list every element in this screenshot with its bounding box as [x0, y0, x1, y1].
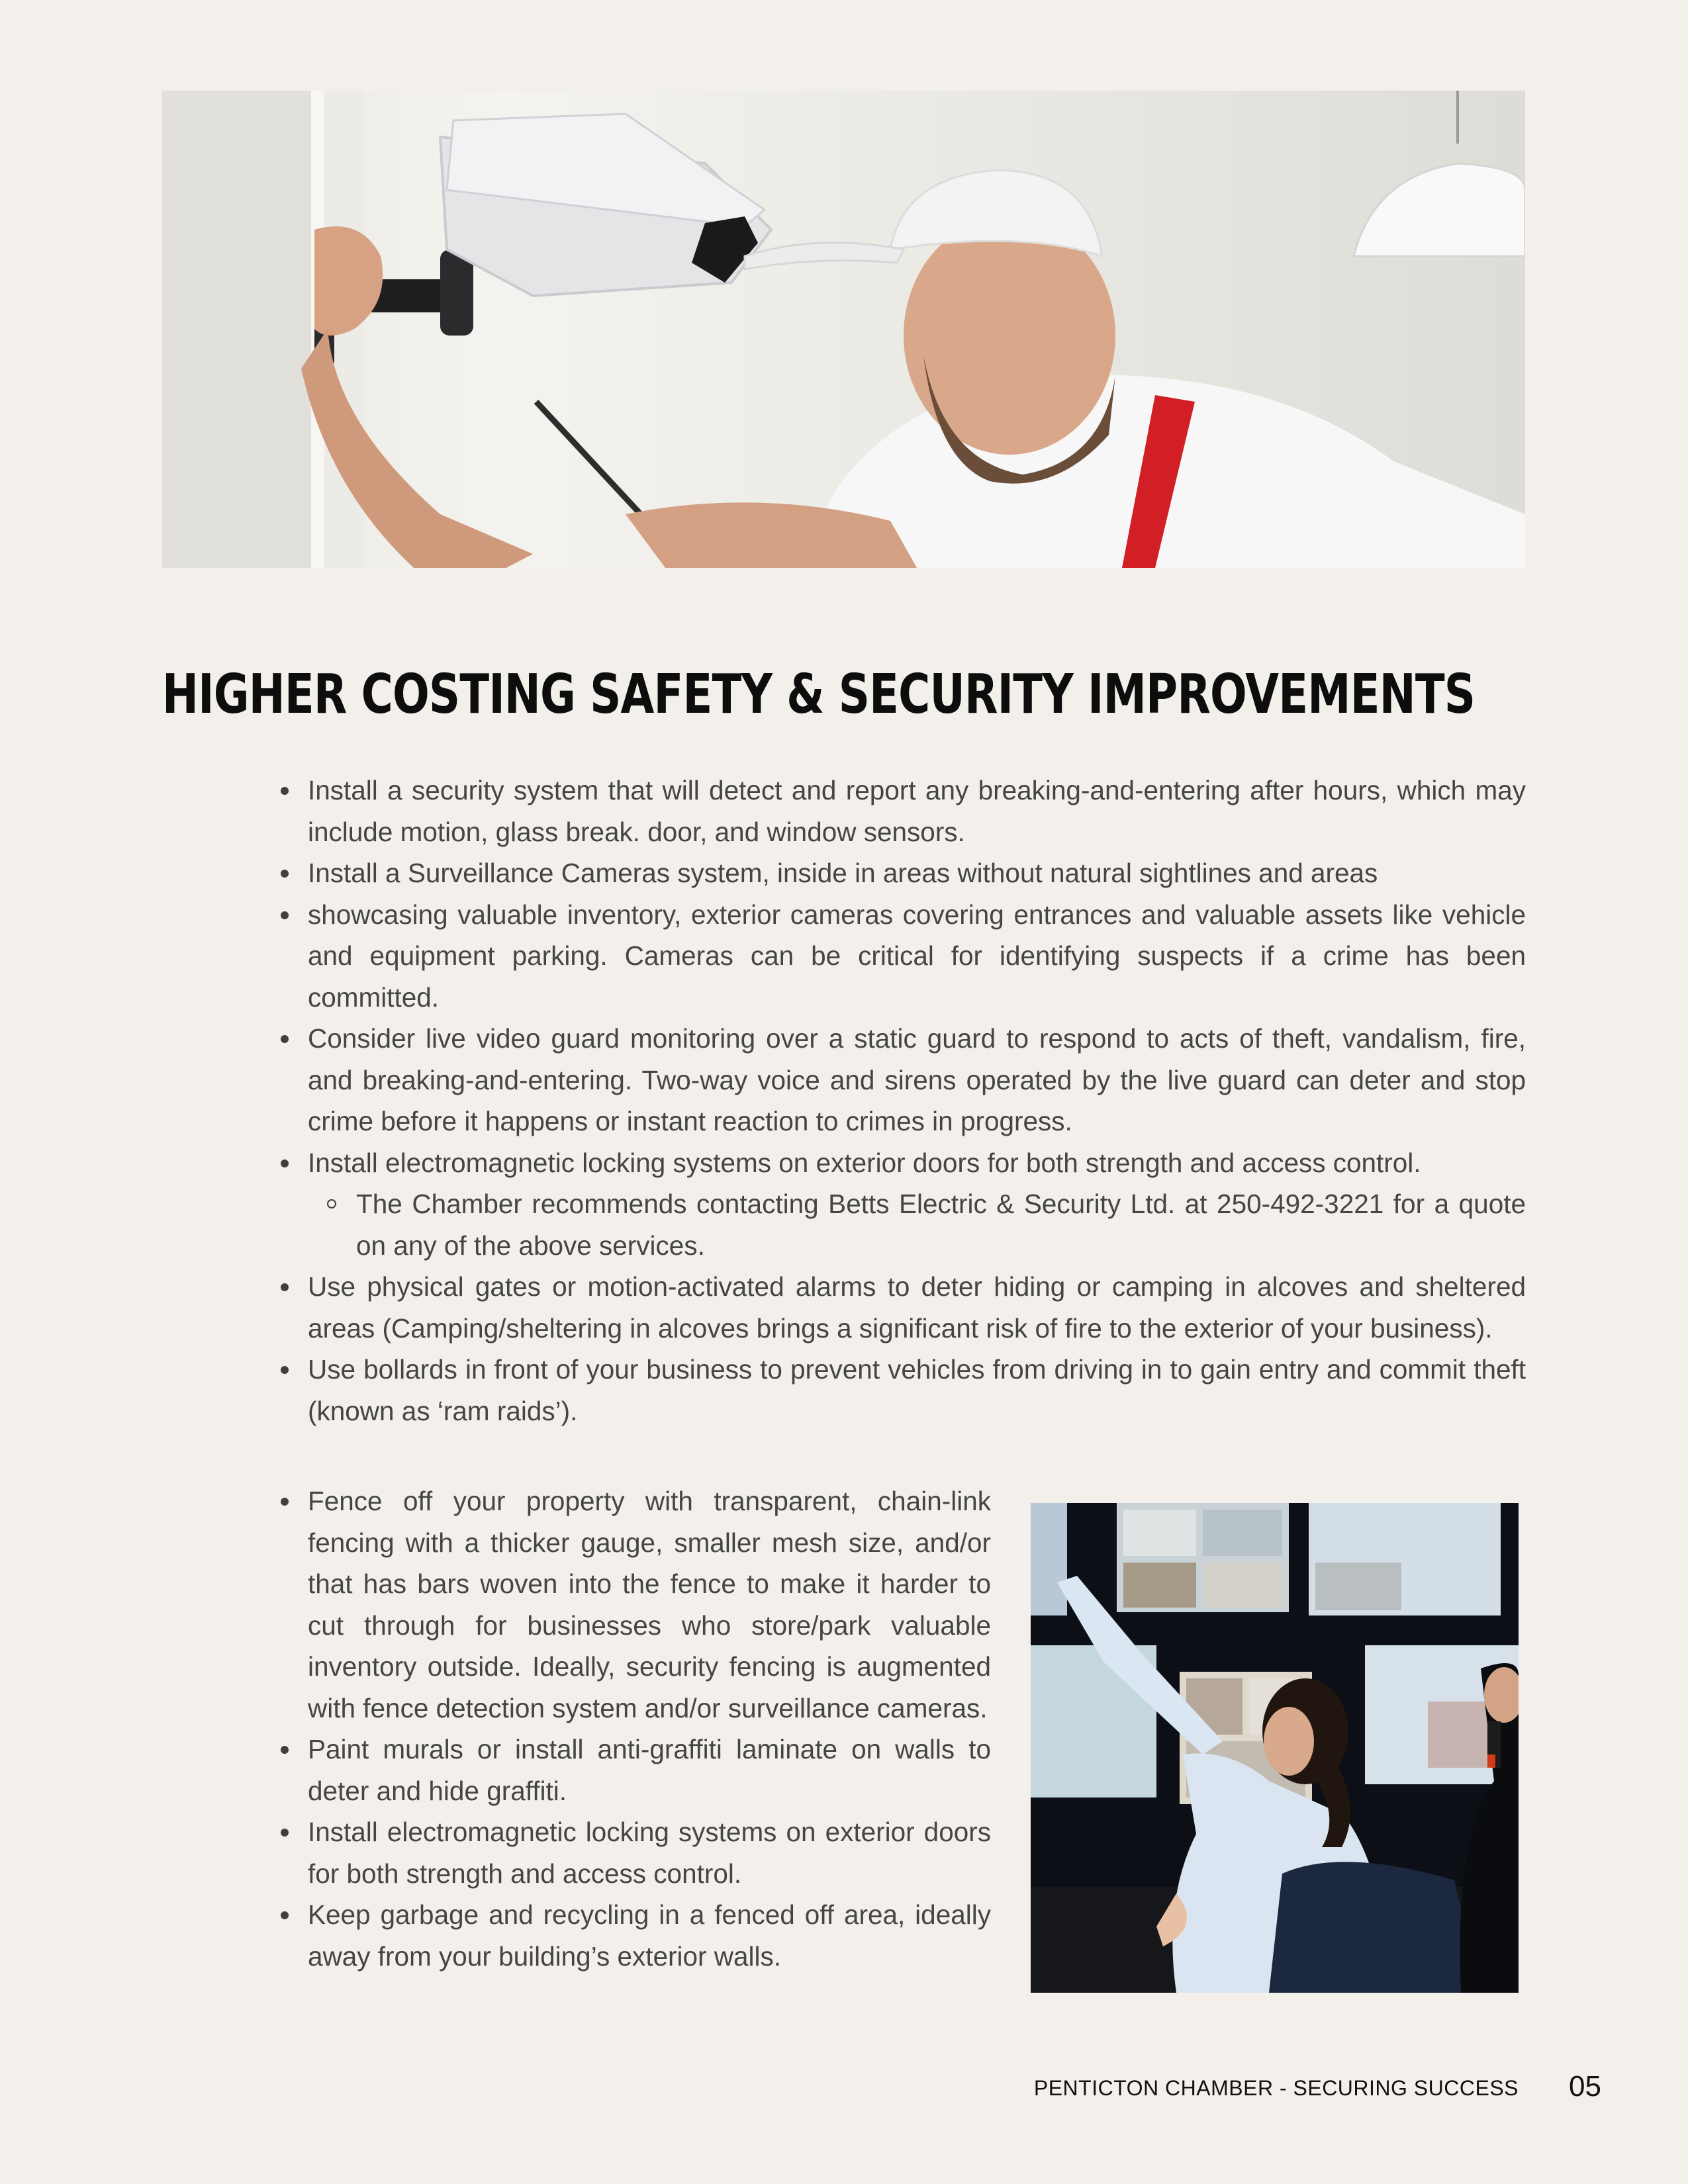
list-item: Paint murals or install anti-graffiti laminate on walls to deter and hide graffiti.: [308, 1729, 991, 1811]
list-item: Install electromagnetic locking systems on exterior doors for both strength and access control.: [308, 1142, 1526, 1184]
list-item: Install electromagnetic locking systems on exterior doors for both strength and access control.: [308, 1811, 991, 1894]
sub-list-item: The Chamber recommends contacting Betts Electric & Security Ltd. at 250-492-3221 for a quote on any of the above services.: [356, 1183, 1526, 1266]
list-item: Install a security system that will detect and report any breaking-and-entering after hours, which may include motion, glass break. door, and window sensors.: [308, 770, 1526, 852]
list-item: Fence off your property with transparent, chain-link fencing with a thicker gauge, smaller mesh size, and/or that has bars woven into the fence to make it harder to cut through for businesses who store/park valuable inventory outside. Ideally, security fencing is augmented with fence detection system and/or surveillance cameras.: [308, 1480, 991, 1729]
list-item: Install a Surveillance Cameras system, inside in areas without natural sightlines and areas: [308, 852, 1526, 894]
page-title: HIGHER COSTING SAFETY & SECURITY IMPROVEMENTS: [162, 663, 1476, 726]
hero-photo-camera-installer: [162, 91, 1525, 568]
monitoring-room-photo: [1031, 1503, 1519, 1993]
list-item: Use bollards in front of your business to prevent vehicles from driving in to gain entry and commit theft (known as ‘ram raids’).: [308, 1349, 1526, 1432]
list-item: Use physical gates or motion-activated alarms to deter hiding or camping in alcoves and sheltered areas (Camping/sheltering in alcoves brings a significant risk of fire to the exterior of your business).: [308, 1266, 1526, 1349]
list-item: showcasing valuable inventory, exterior cameras covering entrances and valuable assets like vehicle and equipment parking. Cameras can be critical for identifying suspects if a crime has been committed.: [308, 894, 1526, 1019]
list-item: Consider live video guard monitoring over a static guard to respond to acts of theft, vandalism, fire, and breaking-and-entering. Two-way voice and sirens operated by the live guard can deter and stop crime before it happens or instant reaction to crimes in progress.: [308, 1018, 1526, 1142]
improvements-list-continued: [308, 1480, 991, 1977]
list-item: Keep garbage and recycling in a fenced off area, ideally away from your building’s exterior walls.: [308, 1894, 991, 1977]
footer-publication: PENTICTON CHAMBER - SECURING SUCCESS: [1033, 2076, 1519, 2100]
page-number: 05: [1569, 2070, 1601, 2103]
improvements-list: [308, 770, 1526, 1432]
